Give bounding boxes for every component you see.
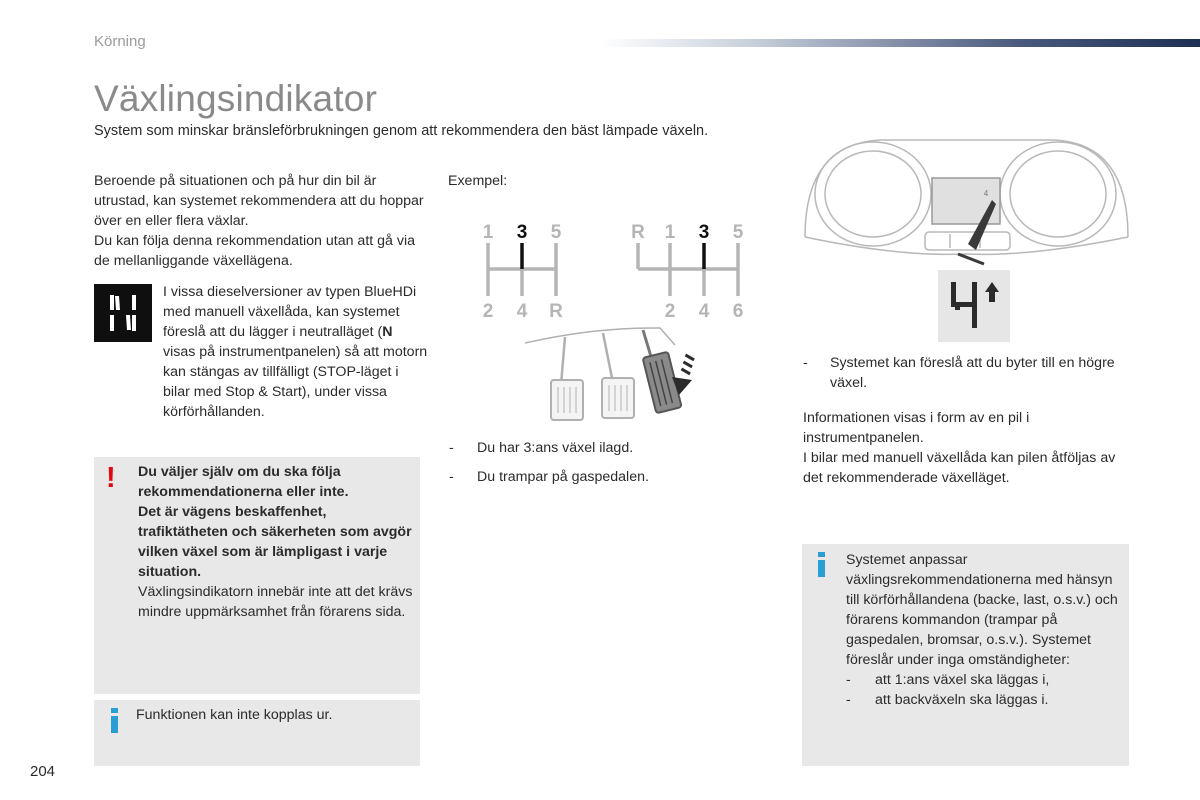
g6-bottom-0: 2 — [664, 301, 676, 322]
list-dash: - — [846, 692, 851, 708]
page-title: Växlingsindikator — [94, 78, 378, 119]
list-item: Systemet kan föreslå att du byter till en högre växel. — [830, 355, 1115, 391]
warning-icon: ! — [106, 462, 116, 494]
gearbox-6-speed — [638, 243, 738, 296]
g6-bottom-2: 6 — [732, 301, 744, 322]
intro-text: Beroende på situationen och på hur din bil är utrustad, kan systemet rekommendera att du hoppar över en eller flera växlar. — [94, 173, 424, 229]
warning-normal: Växlingsindikatorn innebär inte att det krävs mindre uppmärksamhet från förarens sida. — [138, 584, 413, 620]
mini-gear-readout: 4 — [983, 189, 989, 198]
g5-top-1: 3 — [516, 222, 528, 243]
list-item-text: att 1:ans växel ska läggas i, — [875, 672, 1050, 688]
gear-diagrams — [470, 218, 760, 323]
g5-bottom-2: R — [549, 301, 563, 322]
list-dash: - — [803, 355, 808, 371]
list-item-text: att backväxeln ska läggas i. — [875, 692, 1049, 708]
g6-bottom-1: 4 — [698, 301, 710, 322]
example-label: Exempel: — [448, 173, 508, 189]
panel-text-2: I bilar med manuell växellåda kan pilen åtföljas av det rekommenderade växelläget. — [803, 450, 1116, 486]
list-item — [846, 690, 1128, 710]
warning-bold-2: Det är vägens beskaffenhet, trafiktätheten och säkerheten som avgör vilken växel som är lämpligast i varje situation. — [138, 504, 412, 580]
list-item: Du trampar på gaspedalen. — [477, 469, 649, 485]
g6-top-2: 3 — [698, 222, 710, 243]
page-number: 204 — [30, 763, 56, 780]
info-text-2 — [846, 550, 1128, 710]
g6-top-3: 5 — [732, 222, 744, 243]
neutral-text-c: visas på instrumentpanelen) så att motorn kan stängas av tillfälligt (STOP-läget i bilar med Stop & Start), under vissa körförhållanden. — [163, 344, 428, 420]
panel-text-1: Informationen visas i form av en pil i instrumentpanelen. — [803, 410, 1030, 446]
neutral-indicator-icon — [94, 284, 152, 342]
instrument-panel-illustration — [800, 132, 1130, 347]
list-dash: - — [449, 469, 454, 485]
gearbox-5-speed — [488, 243, 556, 296]
list-dash: - — [846, 672, 851, 688]
warning-text — [138, 462, 413, 622]
g5-top-2: 5 — [550, 222, 562, 243]
info-list — [846, 670, 1128, 710]
page-subtitle: System som minskar bränsleförbrukningen genom att rekommendera den bäst lämpade växeln. — [94, 123, 709, 139]
list-dash: - — [449, 440, 454, 456]
g5-bottom-0: 2 — [482, 301, 494, 322]
section-label: Körning — [94, 33, 146, 50]
list-item — [846, 670, 1128, 690]
list-item: Du har 3:ans växel ilagd. — [477, 440, 634, 456]
g6-top-1: 1 — [664, 222, 676, 243]
header-bar — [600, 39, 1200, 47]
intro-paragraph — [94, 171, 424, 271]
info-text-1: Funktionen kan inte kopplas ur. — [136, 707, 333, 723]
panel-paragraph — [803, 408, 1133, 488]
neutral-text-a: I vissa dieselversioner av typen BlueHDi med manuell växellåda, kan systemet föreslå att du lägger i neutralläget ( — [163, 284, 417, 340]
g6-top-0: R — [631, 222, 645, 243]
g5-top-0: 1 — [482, 222, 494, 243]
pedals-illustration — [525, 325, 705, 425]
g5-bottom-1: 4 — [516, 301, 528, 322]
neutral-paragraph — [163, 282, 428, 422]
neutral-text-letter: N — [382, 324, 393, 340]
warning-bold-1: Du väljer själv om du ska följa rekommendationerna eller inte. — [138, 464, 349, 500]
info-text-2-body: Systemet anpassar växlingsrekommendationerna med hänsyn till körförhållandena (backe, last, o.s.v.) och förarens kommandon (trampar på gaspedalen, bromsar, o.s.v.). Systemet föreslår under inga omständigheter: — [846, 552, 1118, 668]
intro-text-2: Du kan följa denna rekommendation utan att gå via de mellanliggande växellägena. — [94, 233, 415, 269]
